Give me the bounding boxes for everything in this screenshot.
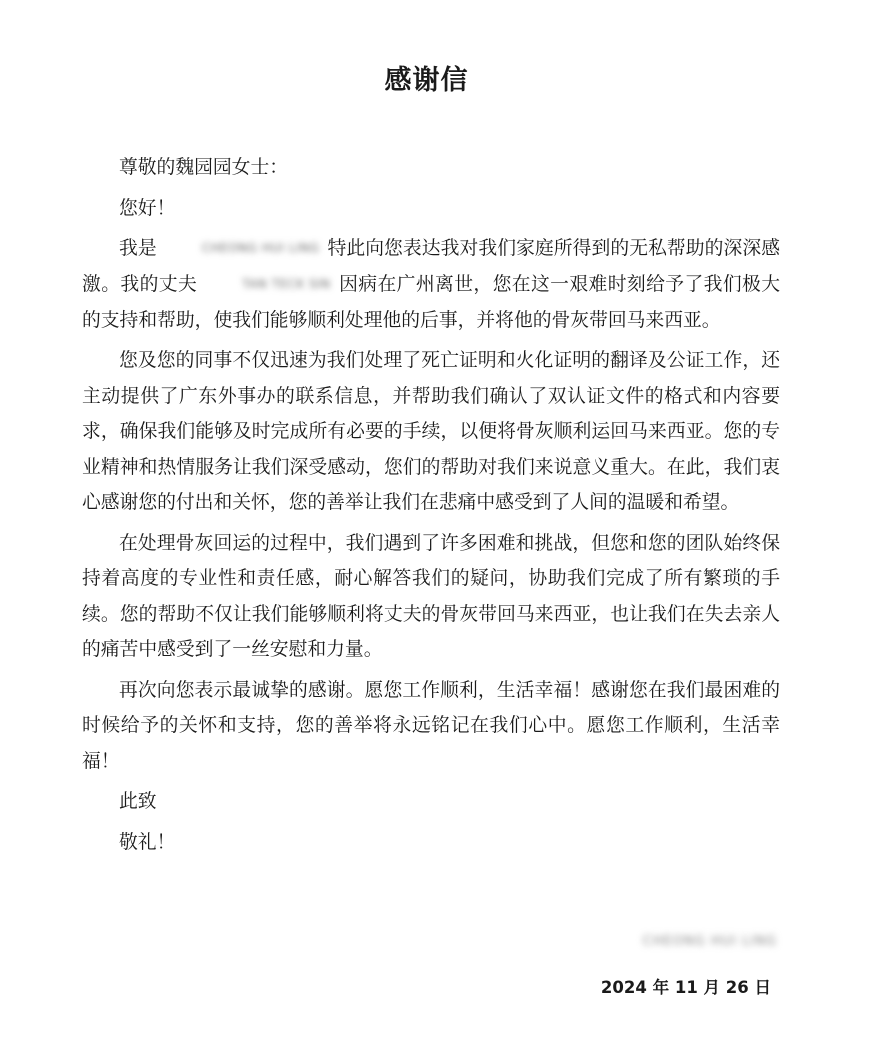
letter-date: 2024 年 11 月 26 日 [600, 978, 771, 997]
paragraph-3: 在处理骨灰回运的过程中，我们遇到了许多困难和挑战，但您和您的团队始终保持着高度的专业性和责任感，耐心解答我们的疑问，协助我们完成了所有繁琐的手续。您的帮助不仅让我们能够顺利将丈夫的骨灰带回马来西亚，也让我们在失去亲人的痛苦中感受到了一丝安慰和力量。 [82, 532, 780, 660]
redacted-signature: CHEONG HUI LING [642, 934, 777, 949]
p1-part3: 因病在广州离世，您在这一艰难时刻给予了我们极大的支持和帮助，使我们能够顺利处理他的后事，并将他的骨灰带回马来西亚。 [82, 273, 781, 331]
greeting: 您好！ [119, 197, 176, 219]
p1-part1: 我是 [119, 238, 157, 259]
closing-line-2: 敬礼！ [119, 831, 176, 853]
paragraph-1 [82, 231, 780, 338]
letter-title: 感谢信 [384, 65, 469, 96]
p1-part2: 特此向您表达我对我们家庭所得到的无私帮助的深深感激。我的丈夫 [82, 238, 781, 295]
salutation: 尊敬的魏园园女士： [119, 157, 289, 178]
letter-body [82, 150, 780, 865]
redacted-sender-name: CHEONG HUI LING [201, 241, 320, 256]
paragraph-2: 您及您的同事不仅迅速为我们处理了死亡证明和火化证明的翻译及公证工作，还主动提供了广东外事办的联系信息，并帮助我们确认了双认证文件的格式和内容要求，确保我们能够及时完成所有必要的手续，以便将骨灰顺利运回马来西亚。您的专业精神和热情服务让我们深受感动，您们的帮助对我们来说意义重大。在此，我们衷心感谢您的付出和关怀，您的善举让我们在悲痛中感受到了人间的温暖和希望。 [82, 350, 780, 513]
closing-line-1: 此致 [119, 791, 157, 812]
redacted-husband-name: TAN TECK SIN [242, 277, 331, 291]
paragraph-4: 再次向您表示最诚挚的感谢。愿您工作顺利，生活幸福！感谢您在我们最困难的时候给予的关怀和支持，您的善举将永远铭记在我们心中。愿您工作顺利，生活幸福！ [82, 679, 780, 772]
